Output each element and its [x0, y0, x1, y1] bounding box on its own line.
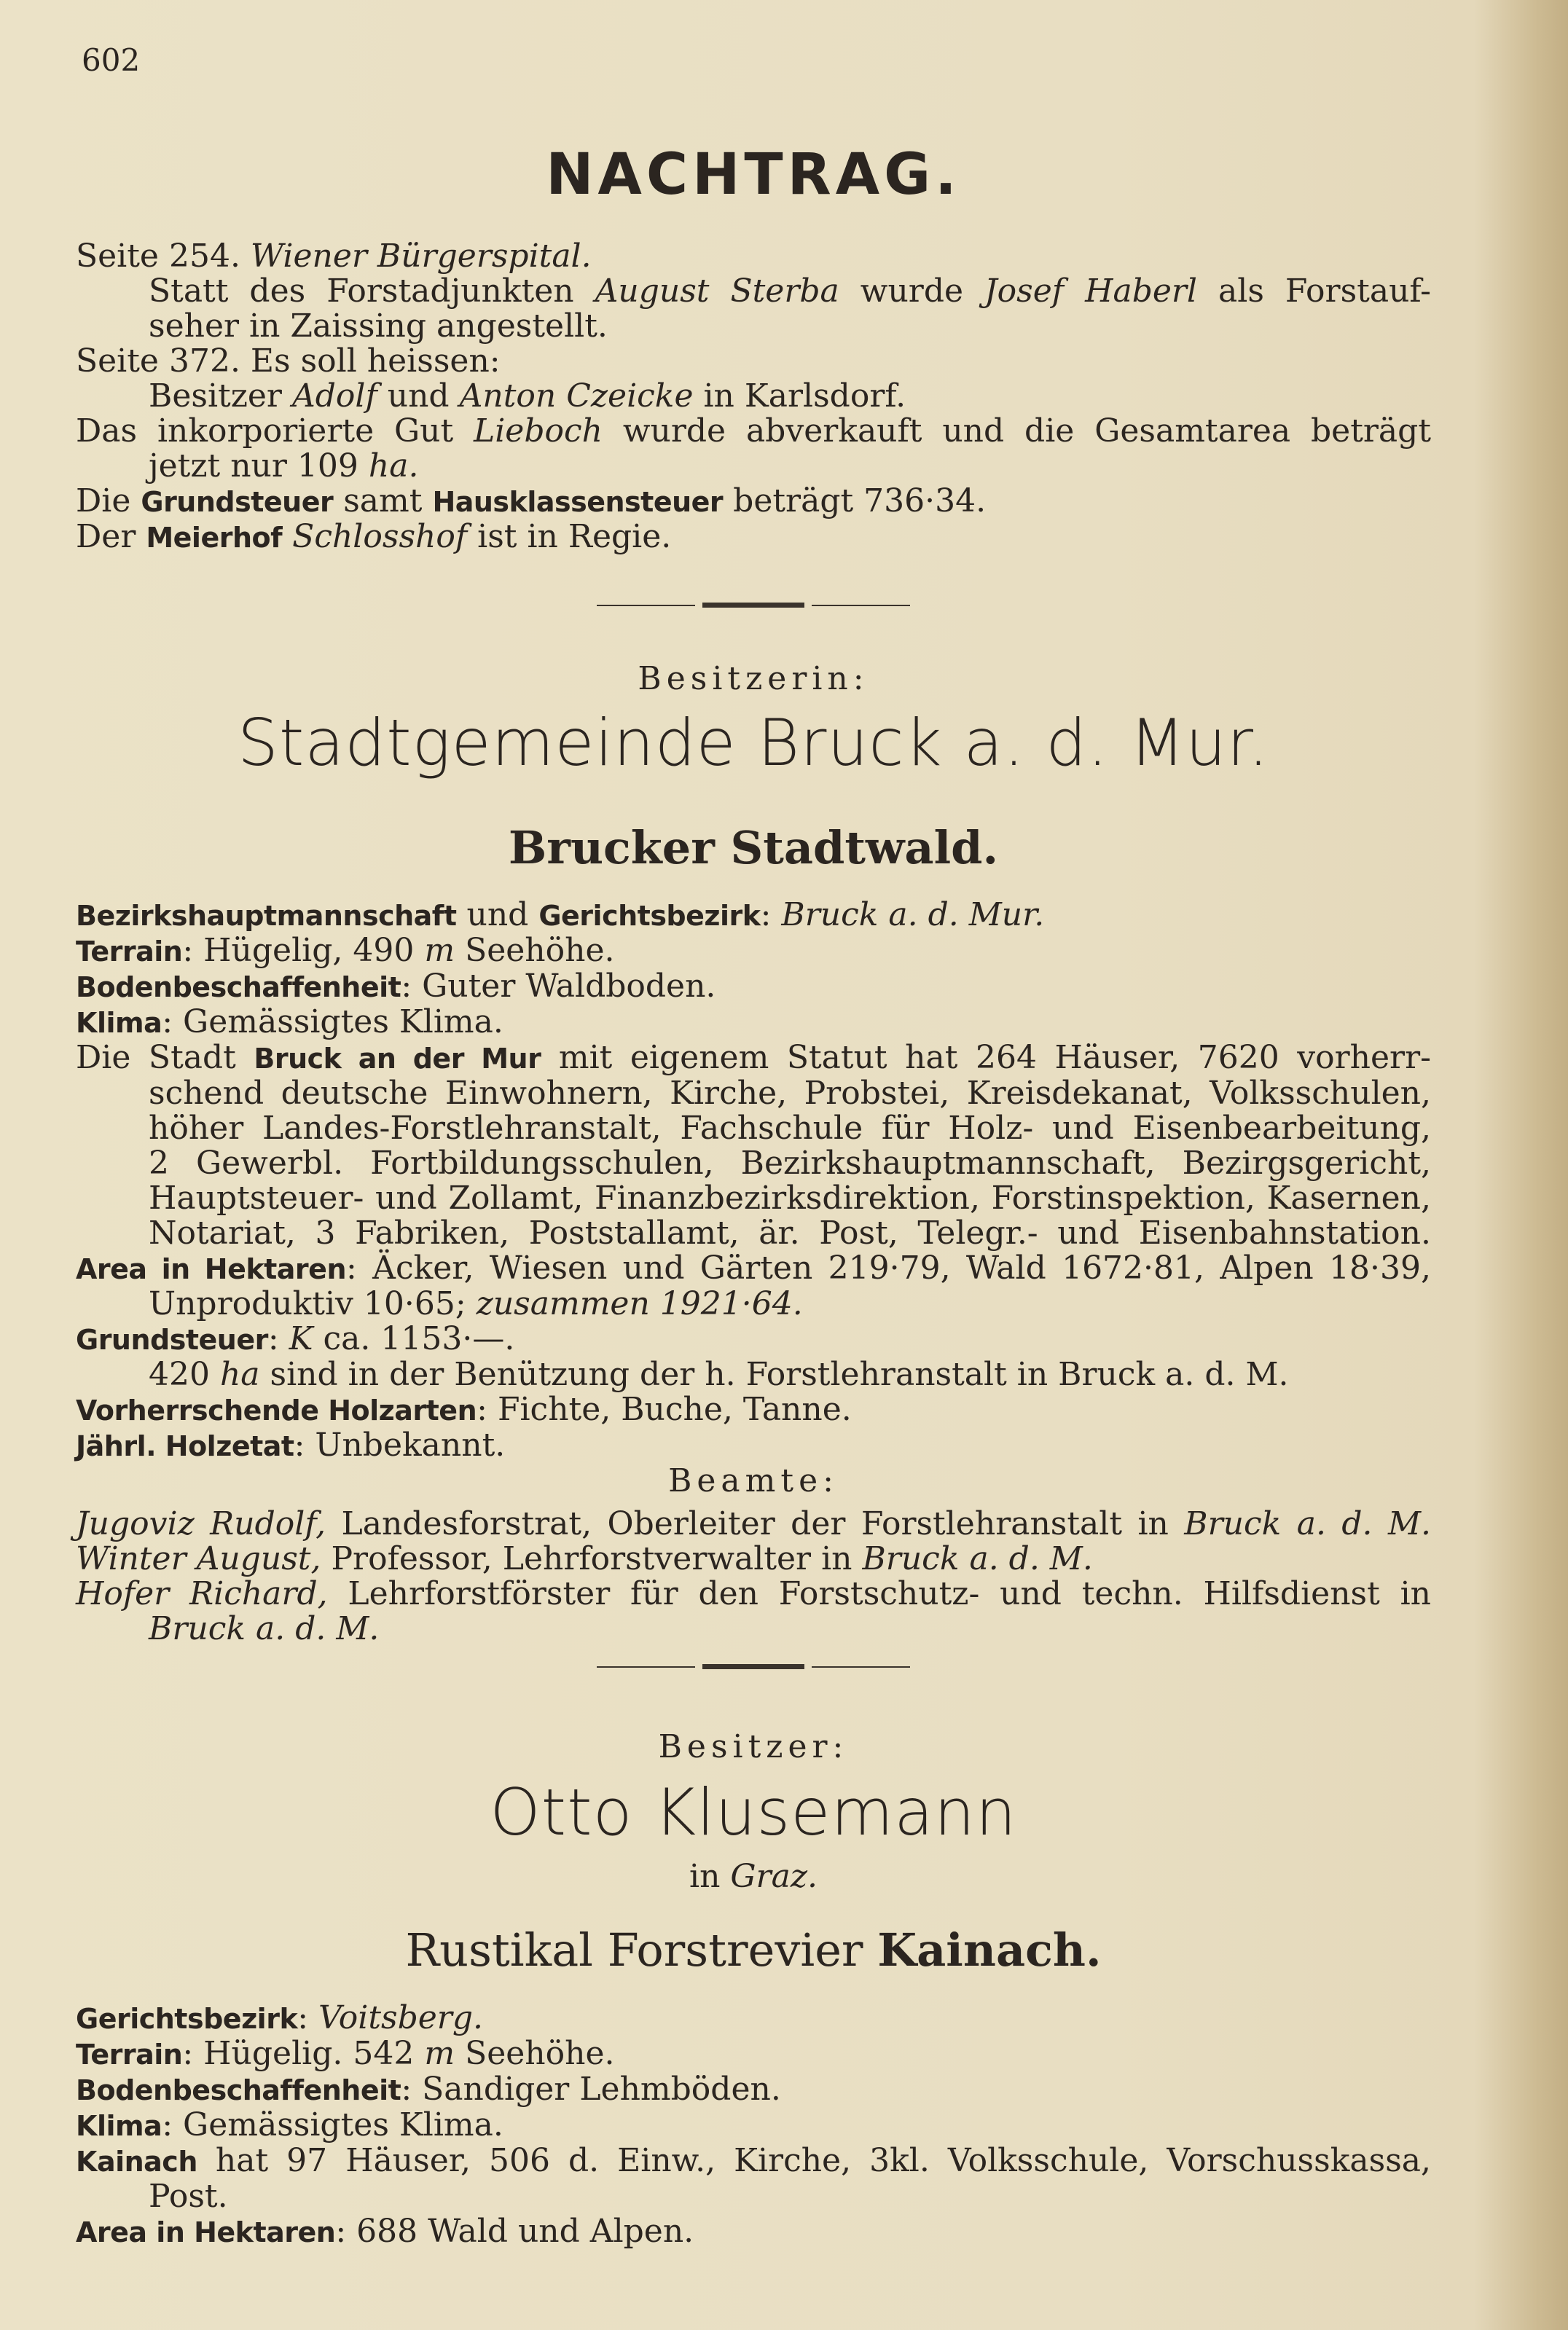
- detail-line: Area in Hektaren: 688 Wald und Alpen.: [76, 2213, 694, 2250]
- detail-line: Gerichtsbezirk: Voitsberg.: [76, 1999, 483, 2036]
- estate-title: Brucker Stadtwald.: [508, 821, 999, 874]
- owner-name: Stadtgemeinde Bruck a. d. Mur.: [238, 705, 1269, 780]
- nachtrag-block: [76, 239, 1431, 555]
- detail-line: Notariat, 3 Fabriken, Poststallamt, är. Post, Telegr.- und Eisenbahnstation.: [149, 1215, 1431, 1252]
- owner-label: Besitzerin:: [638, 660, 869, 697]
- nachtrag-line: Besitzer Adolf und Anton Czeicke in Karlsdorf.: [149, 377, 906, 415]
- estate-details: [76, 898, 1431, 1499]
- detail-line: Post.: [149, 2178, 228, 2215]
- detail-line: Grundsteuer: K ca. 1153·—.: [76, 1320, 515, 1357]
- section-divider: [76, 603, 1431, 608]
- owner-location: in Graz.: [689, 1858, 818, 1895]
- nachtrag-line: seher in Zaissing angestellt.: [149, 307, 608, 345]
- nachtrag-line: Seite 254. Wiener Bürgerspital.: [76, 238, 592, 275]
- detail-line: Terrain: Hügelig. 542 m Seehöhe.: [76, 2035, 615, 2072]
- detail-line: Bodenbeschaffenheit: Sandiger Lehmböden.: [76, 2071, 781, 2108]
- detail-line: Die Stadt Bruck an der Mur mit eigenem Statut hat 264 Häuser, 7620 vorherr-: [76, 1039, 1431, 1076]
- detail-line: Klima: Gemässigtes Klima.: [76, 2106, 503, 2143]
- detail-line: 420 ha sind in der Benützung der h. Forstlehranstalt in Bruck a. d. M.: [149, 1356, 1289, 1393]
- detail-line: Terrain: Hügelig, 490 m Seehöhe.: [76, 932, 615, 969]
- detail-line: Hauptsteuer- und Zollamt, Finanzbezirksdirektion, Forstinspektion, Kasernen,: [149, 1180, 1431, 1217]
- nachtrag-line: Das inkorporierte Gut Lieboch wurde abverkauft und die Gesamtarea beträgt: [76, 412, 1431, 450]
- official-line: Bruck a. d. M.: [149, 1610, 380, 1647]
- detail-line: Kainach hat 97 Häuser, 506 d. Einw., Kirche, 3kl. Volksschule, Vorschusskassa,: [76, 2142, 1431, 2179]
- detail-line: 2 Gewerbl. Fortbildungsschulen, Bezirkshauptmannschaft, Bezirgsgericht,: [149, 1145, 1431, 1182]
- section-divider: [76, 1664, 1431, 1669]
- nachtrag-line: Statt des Forstadjunkten August Sterba wurde Josef Haberl als Forstauf-: [149, 272, 1431, 310]
- nachtrag-line: Der Meierhof Schlosshof ist in Regie.: [76, 518, 672, 555]
- nachtrag-title: NACHTRAG.: [546, 142, 961, 208]
- detail-line: Klima: Gemässigtes Klima.: [76, 1003, 503, 1040]
- nachtrag-line: Die Grundsteuer samt Hausklassensteuer beträgt 736·34.: [76, 482, 987, 519]
- official-line: Winter August, Professor, Lehrforstverwalter in Bruck a. d. M.: [76, 1540, 1093, 1577]
- officials-list: [76, 1507, 1431, 1647]
- detail-line: Bezirkshauptmannschaft und Gerichtsbezirk: Bruck a. d. Mur.: [76, 896, 1045, 933]
- page-number: 602: [82, 42, 141, 78]
- detail-line: Vorherrschende Holzarten: Fichte, Buche, Tanne.: [76, 1391, 852, 1428]
- owner-label: Besitzer:: [658, 1728, 849, 1765]
- nachtrag-line: Seite 372. Es soll heissen:: [76, 342, 501, 380]
- estate-details: [76, 2001, 1431, 2250]
- official-line: Jugoviz Rudolf, Landesforstrat, Oberleiter der Forstlehranstalt in Bruck a. d. M.: [76, 1505, 1431, 1542]
- owner-name: Otto Klusemann: [490, 1775, 1017, 1850]
- beamte-label: Beamte:: [668, 1462, 839, 1499]
- detail-line: Area in Hektaren: Äcker, Wiesen und Gärten 219·79, Wald 1672·81, Alpen 18·39,: [76, 1250, 1432, 1287]
- detail-line: Unproduktiv 10·65; zusammen 1921·64.: [149, 1285, 803, 1322]
- detail-line: schend deutsche Einwohnern, Kirche, Probstei, Kreisdekanat, Volksschulen,: [149, 1075, 1431, 1112]
- detail-line: höher Landes-Forstlehranstalt, Fachschule für Holz- und Eisenbearbeitung,: [149, 1110, 1431, 1147]
- detail-line: Bodenbeschaffenheit: Guter Waldboden.: [76, 968, 716, 1005]
- estate-title: Rustikal Forstrevier Kainach.: [405, 1923, 1102, 1977]
- detail-line: Jährl. Holzetat: Unbekannt.: [76, 1427, 506, 1464]
- official-line: Hofer Richard, Lehrforstförster für den Forstschutz- und techn. Hilfsdienst in: [76, 1575, 1431, 1612]
- nachtrag-line: jetzt nur 109 ha.: [149, 447, 419, 485]
